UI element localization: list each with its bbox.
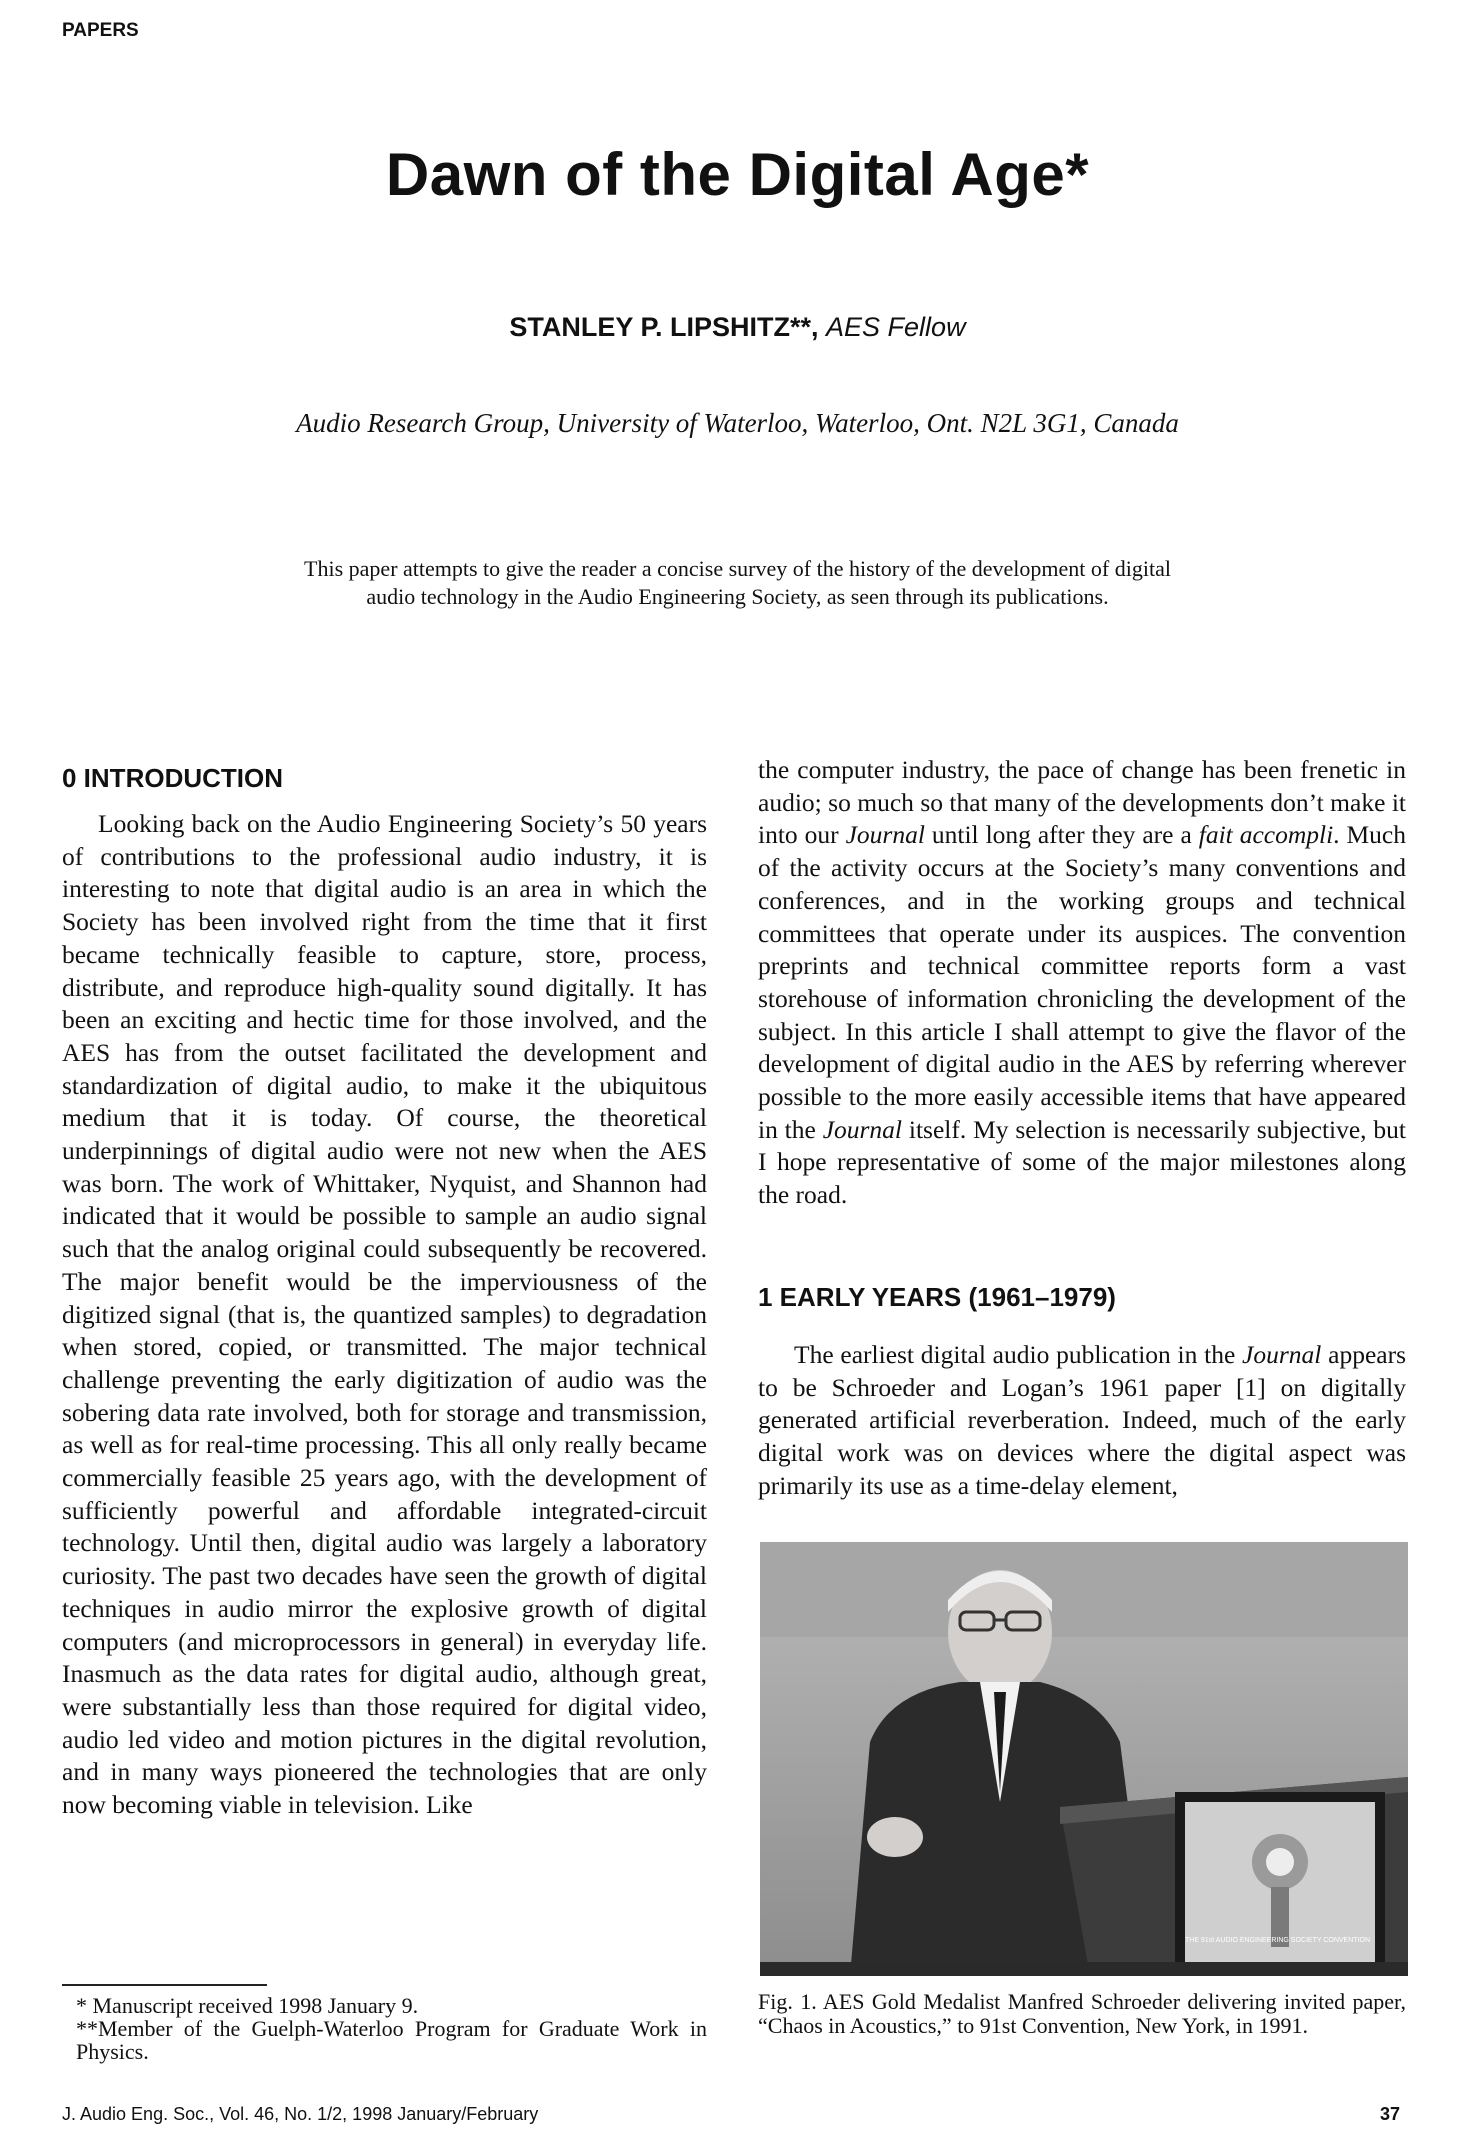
- footnote-manuscript: * Manuscript received 1998 January 9.: [76, 1993, 419, 2018]
- running-head: PAPERS: [62, 20, 139, 41]
- early-years-body: [758, 1339, 1406, 1503]
- text-run: The earliest digital audio publication in the: [794, 1340, 1243, 1369]
- author-name: STANLEY P. LIPSHITZ**,: [509, 312, 819, 342]
- page-number: 37: [1380, 2104, 1401, 2124]
- text-run: until long after they are a: [924, 820, 1199, 850]
- paper-title: Dawn of the Digital Age*: [385, 141, 1090, 208]
- figure-caption: Fig. 1. AES Gold Medalist Manfred Schroeder delivering invited paper, “Chaos in Acoustics,” to 91st Convention, New York, in 1991.: [758, 1989, 1406, 2038]
- journal-italic: Journal: [1242, 1340, 1322, 1369]
- backdrop-curtain: [760, 1542, 1408, 1637]
- fait-accompli-italic: fait accompli: [1198, 820, 1334, 850]
- right-column-continuation: [758, 754, 1406, 1212]
- text-run: appears to be Schroeder and Logan’s 1961 paper [1] on digitally generated artificial reverberation. Indeed, much of the early digital work was on devices where the digital aspect was primarily its use as a time-delay element,: [758, 1340, 1406, 1500]
- section-heading-early-years: 1 EARLY YEARS (1961–1979): [758, 1282, 1116, 1312]
- figure-photo: [760, 1542, 1408, 1976]
- author-role: AES Fellow: [826, 312, 966, 342]
- footnote-member: **Member of the Guelph-Waterloo Program for Graduate Work in Physics.: [76, 2016, 707, 2064]
- podium: [1060, 1777, 1408, 1976]
- journal-italic: Journal: [845, 820, 925, 850]
- footnotes: [62, 1994, 707, 2063]
- abstract: This paper attempts to give the reader a concise survey of the history of the development of digital audio technology in the Audio Engineering Society, as seen through its publications.: [304, 556, 1171, 609]
- photo-illustration: [760, 1542, 1408, 1976]
- left-column: [62, 808, 707, 1822]
- author-affiliation: Audio Research Group, University of Waterloo, Waterloo, Ont. N2L 3G1, Canada: [296, 408, 1179, 438]
- podium-banner-text: THE 91st AUDIO ENGINEERING SOCIETY CONVENTION: [1184, 1937, 1370, 1944]
- footnote-divider: [62, 1984, 267, 1986]
- journal-citation: J. Audio Eng. Soc., Vol. 46, No. 1/2, 1998 January/February: [62, 2104, 539, 2124]
- section-heading-introduction: 0 INTRODUCTION: [62, 763, 283, 793]
- text-run: the computer industry, the pace of change has been frenetic in audio; so much so that many of the developments don’t make it into our: [758, 755, 1406, 850]
- journal-italic: Journal: [822, 1114, 903, 1144]
- author-line: [0, 312, 1475, 343]
- intro-paragraph: Looking back on the Audio Engineering Society’s 50 years of contributions to the professional audio industry, it is interesting to note that digital audio is an area in which the Society has been involved right from the time that it first became technically feasible to capture, store, process, distribute, and reproduce high-quality sound digitally. It has been an exciting and hectic time for those involved, and the AES has from the outset facilitated the development and standardization of digital audio, to make it the ubiquitous medium that it is today. Of course, the theoretical underpinnings of digital audio were not new when the AES was born. The work of Whittaker, Nyquist, and Shannon had indicated that it would be possible to sample an audio signal such that the analog original could subsequently be recovered. The major benefit would be the imperviousness of the digitized signal (that is, the quantized samples) to degradation when stored, copied, or transmitted. The major technical challenge preventing the early digitization of audio was the sobering data rate involved, both for storage and transmission, as well as for real-time processing. This all only really became commercially feasible 25 years ago, with the development of sufficiently powerful and affordable integrated-circuit technology. Until then, digital audio was largely a laboratory curiosity. The past two decades have seen the growth of digital techniques in audio mirror the explosive growth of digital computers (and microprocessors in general) in everyday life. Inasmuch as the data rates for digital audio, although great, were substantially less than those required for digital video, audio led video and motion pictures in the digital revolution, and in many ways pioneered the technologies that are only now becoming viable in television. Like: [62, 809, 707, 1820]
- text-run: . Much of the activity occurs at the Society’s many conventions and conferences, and in the working groups and technical committees that operate under its auspices. The convention preprints and technical committee reports form a vast storehouse of information chronicling the development of the subject. In this article I shall attempt to give the flavor of the development of digital audio in the AES by referring wherever possible to the more easily accessible items that have appeared in the: [758, 820, 1406, 1144]
- early-years-paragraph: [758, 1339, 1406, 1503]
- text-run: itself. My selection is necessarily subjective, but I hope representative of some of the major milestones along the road.: [758, 1114, 1406, 1210]
- intro-continued-paragraph: [758, 754, 1406, 1212]
